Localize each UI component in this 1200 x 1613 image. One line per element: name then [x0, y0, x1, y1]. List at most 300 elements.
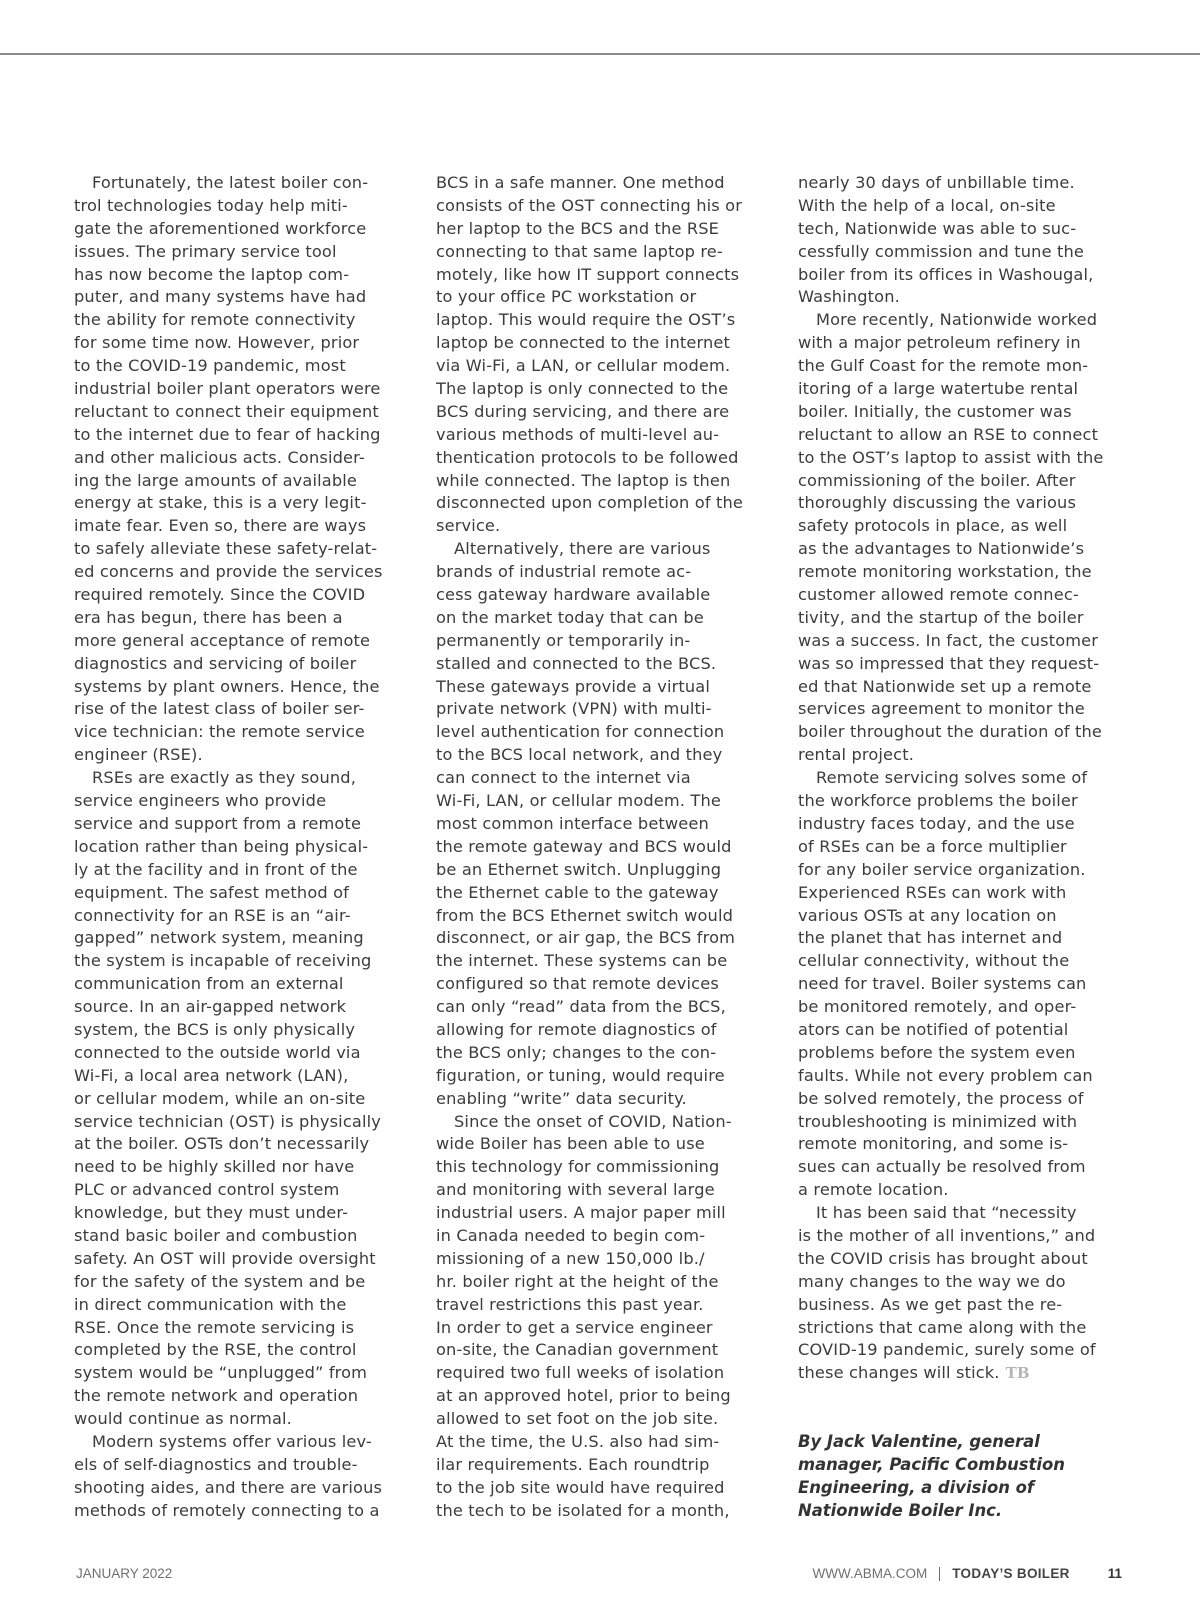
text-line: [798, 607, 1124, 630]
text-line: [798, 996, 1124, 1019]
text-line-content: more general acceptance of remote: [74, 630, 371, 650]
text-line-content: various methods of multi-level au-: [436, 424, 720, 444]
text-line: [436, 241, 762, 264]
text-line: [436, 515, 762, 538]
text-line-content: vice technician: the remote service: [74, 722, 365, 742]
text-line-content: puter, and many systems have had: [74, 287, 367, 307]
text-line: [74, 401, 400, 424]
text-line-content: to the COVID-19 pandemic, most: [74, 356, 346, 376]
text-line-content: boiler from its offices in Washougal,: [798, 264, 1094, 284]
text-line-content: permanently or temporarily in-: [436, 630, 691, 650]
text-line: [798, 401, 1124, 424]
text-line: [74, 836, 400, 859]
text-line: [798, 1339, 1124, 1362]
text-line-content: itoring of a large watertube rental: [798, 379, 1079, 399]
text-line-content: on-site, the Canadian government: [436, 1340, 719, 1360]
text-line: [74, 744, 400, 767]
text-line-content: various OSTs at any location on: [798, 905, 1057, 925]
text-line-content: gapped” network system, meaning: [74, 928, 364, 948]
text-line: [798, 515, 1124, 538]
text-line-content: ly at the facility and in front of the: [74, 859, 358, 879]
text-line: [74, 996, 400, 1019]
text-line: [798, 1202, 1124, 1225]
text-line-content: ators can be notified of potential: [798, 1019, 1069, 1039]
text-line: [74, 332, 400, 355]
text-line: [436, 355, 762, 378]
text-line: [74, 698, 400, 721]
text-line: [798, 195, 1124, 218]
text-line: [436, 1362, 762, 1385]
text-line-content: systems by plant owners. Hence, the: [74, 676, 380, 696]
byline-line: Engineering, a division of: [798, 1477, 1034, 1497]
text-line: [74, 1431, 400, 1454]
text-line: [436, 950, 762, 973]
text-line-content: motely, like how IT support connects: [436, 264, 740, 284]
text-line: [436, 1225, 762, 1248]
text-line-content: Fortunately, the latest boiler con-: [92, 173, 369, 192]
text-line-content: the COVID crisis has brought about: [798, 1248, 1088, 1268]
text-line: [798, 1133, 1124, 1156]
text-line: [436, 1339, 762, 1362]
text-line-content: Wi-Fi, a local area network (LAN),: [74, 1065, 349, 1085]
text-line: [798, 744, 1124, 767]
text-line: [74, 607, 400, 630]
text-line-content: safety. An OST will provide oversight: [74, 1248, 376, 1268]
text-line-content: can connect to the internet via: [436, 768, 691, 788]
text-line: [74, 584, 400, 607]
text-line: [436, 1065, 762, 1088]
text-line: [74, 1385, 400, 1408]
text-line-content: to safely alleviate these safety-relat-: [74, 539, 378, 559]
text-line: [436, 1294, 762, 1317]
text-line: [74, 882, 400, 905]
text-line-content: most common interface between: [436, 813, 709, 833]
text-line-content: at the boiler. OSTs don’t necessarily: [74, 1134, 370, 1154]
text-line-content: brands of industrial remote ac-: [436, 562, 692, 582]
text-line-content: connected to the outside world via: [74, 1042, 361, 1062]
text-line-content: for any boiler service organization.: [798, 859, 1086, 879]
text-line-content: be an Ethernet switch. Unplugging: [436, 859, 722, 879]
text-line: [74, 1294, 400, 1317]
text-line: [798, 584, 1124, 607]
text-line: [74, 515, 400, 538]
byline-line: By Jack Valentine, general: [798, 1432, 1040, 1451]
author-byline: [798, 1431, 1138, 1523]
text-line: [798, 538, 1124, 561]
text-line-content: diagnostics and servicing of boiler: [74, 653, 357, 673]
text-line: [798, 790, 1124, 813]
text-line: [798, 378, 1124, 401]
text-line: [74, 1362, 400, 1385]
text-line-content: stand basic boiler and combustion: [74, 1225, 358, 1245]
text-line: [74, 1019, 400, 1042]
text-line: [74, 1065, 400, 1088]
text-line-content: shooting aides, and there are various: [74, 1477, 383, 1497]
text-line: [798, 1019, 1124, 1042]
text-line: [74, 172, 400, 195]
text-line: [74, 1042, 400, 1065]
text-line: [74, 424, 400, 447]
text-line: [436, 332, 762, 355]
text-line-content: the system is incapable of receiving: [74, 951, 372, 971]
text-line: [74, 195, 400, 218]
text-line-content: BCS in a safe manner. One method: [436, 173, 725, 192]
text-line: [74, 561, 400, 584]
text-line-content: via Wi-Fi, a LAN, or cellular modem.: [436, 356, 731, 376]
article-column-1: [74, 172, 400, 1523]
text-line: [798, 1248, 1124, 1271]
text-line-content: Alternatively, there are various: [454, 539, 711, 559]
text-line: [74, 1248, 400, 1271]
text-line: [798, 1179, 1124, 1202]
text-line-content: business. As we get past the re-: [798, 1294, 1063, 1314]
text-line: [798, 1111, 1124, 1134]
text-line: [74, 378, 400, 401]
text-line-content: industry faces today, and the use: [798, 813, 1075, 833]
text-line-content: private network (VPN) with multi-: [436, 699, 712, 719]
text-line: [436, 859, 762, 882]
text-line: [436, 767, 762, 790]
text-line: [436, 698, 762, 721]
text-line: [436, 630, 762, 653]
text-line: [436, 447, 762, 470]
text-line-content: configured so that remote devices: [436, 974, 719, 994]
text-line-content: for the safety of the system and be: [74, 1271, 366, 1291]
text-line-content: system, the BCS is only physically: [74, 1019, 356, 1039]
text-line-content: equipment. The safest method of: [74, 882, 349, 902]
text-line-content: in Canada needed to begin com-: [436, 1225, 706, 1245]
text-line-content: disconnected upon completion of the: [436, 493, 743, 513]
text-line: [436, 378, 762, 401]
text-line: [74, 1133, 400, 1156]
text-line-content: to your office PC workstation or: [436, 287, 697, 307]
text-line-content: More recently, Nationwide worked: [816, 310, 1098, 330]
text-line-content: to the job site would have required: [436, 1477, 725, 1497]
text-line: [74, 1339, 400, 1362]
footer-date: JANUARY 2022: [76, 1566, 173, 1581]
text-line-content: missioning of a new 150,000 lb./: [436, 1248, 705, 1268]
text-line: [74, 1088, 400, 1111]
text-line: [436, 927, 762, 950]
text-line-content: consists of the OST connecting his or: [436, 195, 743, 215]
text-line: [436, 561, 762, 584]
text-line: [798, 355, 1124, 378]
text-line-content: industrial boiler plant operators were: [74, 379, 381, 399]
text-line: [436, 1431, 762, 1454]
text-line: [436, 653, 762, 676]
text-line-content: rise of the latest class of boiler ser-: [74, 699, 365, 719]
text-line: [798, 218, 1124, 241]
text-line-content: connecting to that same laptop re-: [436, 241, 723, 261]
text-line-content: PLC or advanced control system: [74, 1180, 340, 1200]
text-line-content: trol technologies today help miti-: [74, 195, 348, 215]
text-line-content: ing the large amounts of available: [74, 470, 358, 490]
text-line-content: tivity, and the startup of the boiler: [798, 607, 1084, 627]
text-line: [74, 241, 400, 264]
text-line-content: thentication protocols to be followed: [436, 447, 739, 467]
text-line-content: methods of remotely connecting to a: [74, 1500, 380, 1520]
text-line: [436, 996, 762, 1019]
text-line-content: In order to get a service engineer: [436, 1317, 713, 1337]
text-line: [74, 927, 400, 950]
text-line-content: completed by the RSE, the control: [74, 1340, 357, 1360]
text-line-content: troubleshooting is minimized with: [798, 1111, 1078, 1131]
text-line-content: required two full weeks of isolation: [436, 1363, 725, 1383]
text-line-content: from the BCS Ethernet switch would: [436, 905, 734, 925]
text-line-content: RSEs are exactly as they sound,: [92, 768, 357, 788]
text-line-content: era has begun, there has been a: [74, 607, 343, 627]
text-line: [436, 195, 762, 218]
article-column-3: [798, 172, 1124, 1385]
text-line: [74, 492, 400, 515]
text-line: [436, 1385, 762, 1408]
text-line: [74, 1111, 400, 1134]
text-line: [436, 790, 762, 813]
text-line-content: need to be highly skilled nor have: [74, 1157, 355, 1177]
text-line: [436, 1019, 762, 1042]
text-line: [74, 813, 400, 836]
text-line: [798, 836, 1124, 859]
text-line-content: was a success. In fact, the customer: [798, 630, 1099, 650]
footer-url[interactable]: WWW.ABMA.COM: [812, 1566, 928, 1581]
text-line-content: service and support from a remote: [74, 813, 362, 833]
text-line: [798, 1294, 1124, 1317]
text-line-content: need for travel. Boiler systems can: [798, 974, 1087, 994]
text-line: [436, 1133, 762, 1156]
text-line: [74, 1500, 400, 1523]
text-line: [74, 1454, 400, 1477]
text-line: [798, 1362, 1124, 1385]
text-line-content: or cellular modem, while an on-site: [74, 1088, 366, 1108]
text-line-content: the BCS only; changes to the con-: [436, 1042, 717, 1062]
text-line: [74, 767, 400, 790]
text-line-content: this technology for commissioning: [436, 1157, 720, 1177]
text-line-content: safety protocols in place, as well: [798, 516, 1068, 536]
text-line: [436, 584, 762, 607]
text-line-content: boiler. Initially, the customer was: [798, 401, 1072, 421]
text-line: [798, 447, 1124, 470]
text-line-content: Wi-Fi, LAN, or cellular modem. The: [436, 791, 721, 811]
text-line-content: is the mother of all inventions,” and: [798, 1225, 1096, 1245]
text-line-content: the internet. These systems can be: [436, 951, 728, 971]
end-mark: TB: [1005, 1364, 1030, 1383]
top-rule: [0, 53, 1200, 55]
text-line: [74, 355, 400, 378]
text-line: [74, 790, 400, 813]
text-line-content: energy at stake, this is a very legit-: [74, 493, 367, 513]
text-line: [798, 1271, 1124, 1294]
text-line: [798, 859, 1124, 882]
text-line: [798, 927, 1124, 950]
text-line-content: the remote gateway and BCS would: [436, 836, 732, 856]
text-line: [798, 767, 1124, 790]
text-line: [798, 286, 1124, 309]
text-line-content: service technician (OST) is physically: [74, 1111, 381, 1131]
text-line-content: wide Boiler has been able to use: [436, 1134, 705, 1154]
text-line-content: connectivity for an RSE is an “air-: [74, 905, 351, 925]
text-line: [798, 721, 1124, 744]
text-line-content: the planet that has internet and: [798, 928, 1063, 948]
text-line-content: for some time now. However, prior: [74, 333, 360, 353]
text-line: [74, 1225, 400, 1248]
text-line: [436, 882, 762, 905]
text-line: [436, 1408, 762, 1431]
text-line-content: services agreement to monitor the: [798, 699, 1085, 719]
footer-magazine-title: TODAY’S BOILER: [952, 1566, 1070, 1581]
text-line-content: be monitored remotely, and oper-: [798, 997, 1077, 1017]
text-line: [798, 492, 1124, 515]
text-line-content: Experienced RSEs can work with: [798, 882, 1067, 902]
text-line-content: was so impressed that they request-: [798, 653, 1100, 673]
text-line: [436, 721, 762, 744]
text-line-content: faults. While not every problem can: [798, 1065, 1093, 1085]
text-line-content: travel restrictions this past year.: [436, 1294, 704, 1314]
text-line: [436, 1042, 762, 1065]
text-line-content: service engineers who provide: [74, 791, 327, 811]
text-line-content: reluctant to connect their equipment: [74, 401, 379, 421]
text-line: [798, 241, 1124, 264]
text-line-content: engineer (RSE).: [74, 745, 203, 765]
text-line: [74, 676, 400, 699]
text-line: [436, 813, 762, 836]
article-column-2: [436, 172, 762, 1523]
text-line: [798, 630, 1124, 653]
text-line: [74, 973, 400, 996]
text-line: [74, 286, 400, 309]
text-line: [436, 1500, 762, 1523]
text-line: [74, 470, 400, 493]
text-line-content: problems before the system even: [798, 1042, 1076, 1062]
footer-divider: [939, 1567, 940, 1581]
text-line-content: figuration, or tuning, would require: [436, 1065, 725, 1085]
text-line: [436, 286, 762, 309]
text-line: [798, 1156, 1124, 1179]
text-line: [436, 1248, 762, 1271]
text-line-content: at an approved hotel, prior to being: [436, 1386, 731, 1406]
text-line: [798, 470, 1124, 493]
text-line-content: level authentication for connection: [436, 722, 725, 742]
text-line-content: with a major petroleum refinery in: [798, 333, 1081, 353]
text-line-content: while connected. The laptop is then: [436, 470, 731, 490]
text-line: [436, 218, 762, 241]
text-line: [436, 607, 762, 630]
text-line-content: to the BCS local network, and they: [436, 745, 723, 765]
text-line-content: industrial users. A major paper mill: [436, 1203, 726, 1223]
text-line: [798, 1088, 1124, 1111]
text-line-content: gate the aforementioned workforce: [74, 218, 367, 238]
text-line-content: rental project.: [798, 745, 915, 765]
text-line-content: system would be “unplugged” from: [74, 1363, 368, 1383]
text-line: [74, 905, 400, 928]
text-line-content: the remote network and operation: [74, 1386, 359, 1406]
text-line: [74, 1408, 400, 1431]
text-line-content: disconnect, or air gap, the BCS from: [436, 928, 736, 948]
text-line: [436, 836, 762, 859]
text-line: [436, 1271, 762, 1294]
text-line-content: It has been said that “necessity: [816, 1203, 1077, 1223]
text-line-content: source. In an air-gapped network: [74, 997, 347, 1017]
text-line-content: remote monitoring, and some is-: [798, 1134, 1069, 1154]
text-line-content: Since the onset of COVID, Nation-: [454, 1111, 732, 1131]
text-line: [436, 676, 762, 699]
text-line-content: issues. The primary service tool: [74, 241, 337, 261]
text-line: [798, 332, 1124, 355]
text-line: [436, 309, 762, 332]
text-line-content: els of self-diagnostics and trouble-: [74, 1454, 358, 1474]
text-line: [798, 1065, 1124, 1088]
text-line: [436, 264, 762, 287]
text-line: [436, 538, 762, 561]
text-line-content: stalled and connected to the BCS.: [436, 653, 717, 673]
text-line: [74, 1317, 400, 1340]
text-line-content: and other malicious acts. Consider-: [74, 447, 365, 467]
text-line-content: the workforce problems the boiler: [798, 791, 1078, 811]
text-line-content: ilar requirements. Each roundtrip: [436, 1454, 710, 1474]
text-line: [74, 264, 400, 287]
text-line-content: has now become the laptop com-: [74, 264, 350, 284]
text-line: [798, 813, 1124, 836]
text-line: [74, 1179, 400, 1202]
text-line: [74, 538, 400, 561]
text-line-content: cellular connectivity, without the: [798, 951, 1070, 971]
text-line: [798, 1225, 1124, 1248]
text-line-content: a remote location.: [798, 1180, 949, 1200]
text-line-content: in direct communication with the: [74, 1294, 347, 1314]
text-line-content: knowledge, but they must under-: [74, 1203, 349, 1223]
text-line-content: RSE. Once the remote servicing is: [74, 1317, 355, 1337]
text-line-content: remote monitoring workstation, the: [798, 562, 1092, 582]
text-line: [436, 401, 762, 424]
text-line-content: her laptop to the BCS and the RSE: [436, 218, 720, 238]
text-line: [436, 492, 762, 515]
text-line: [74, 1202, 400, 1225]
page-number: 11: [1107, 1566, 1122, 1581]
text-line-content: these changes will stick.: [798, 1363, 1000, 1383]
text-line: [798, 561, 1124, 584]
text-line: [798, 882, 1124, 905]
text-line: [798, 1042, 1124, 1065]
text-line: [74, 721, 400, 744]
text-line-content: hr. boiler right at the height of the: [436, 1271, 719, 1291]
text-line: [436, 1156, 762, 1179]
text-line: [798, 172, 1124, 195]
text-line: [436, 1179, 762, 1202]
text-line: [436, 424, 762, 447]
text-line: [798, 424, 1124, 447]
text-line-content: cess gateway hardware available: [436, 585, 711, 605]
text-line-content: tech, Nationwide was able to suc-: [798, 218, 1077, 238]
text-line-content: required remotely. Since the COVID: [74, 585, 366, 605]
text-line: [798, 973, 1124, 996]
text-line: [436, 973, 762, 996]
text-line-content: of RSEs can be a force multiplier: [798, 836, 1067, 856]
text-line: [436, 1088, 762, 1111]
text-line-content: reluctant to allow an RSE to connect: [798, 424, 1099, 444]
text-line: [798, 698, 1124, 721]
text-line-content: customer allowed remote connec-: [798, 585, 1079, 605]
text-line-content: the tech to be isolated for a month,: [436, 1500, 730, 1520]
byline-line: manager, Pacific Combustion: [798, 1454, 1065, 1474]
text-line: [798, 1317, 1124, 1340]
text-line-content: ed concerns and provide the services: [74, 562, 383, 582]
text-line: [74, 950, 400, 973]
text-line-content: as the advantages to Nationwide’s: [798, 539, 1085, 559]
text-line-content: the ability for remote connectivity: [74, 310, 356, 330]
text-line: [74, 653, 400, 676]
text-line: [798, 905, 1124, 928]
text-line: [436, 744, 762, 767]
text-line: [74, 1156, 400, 1179]
